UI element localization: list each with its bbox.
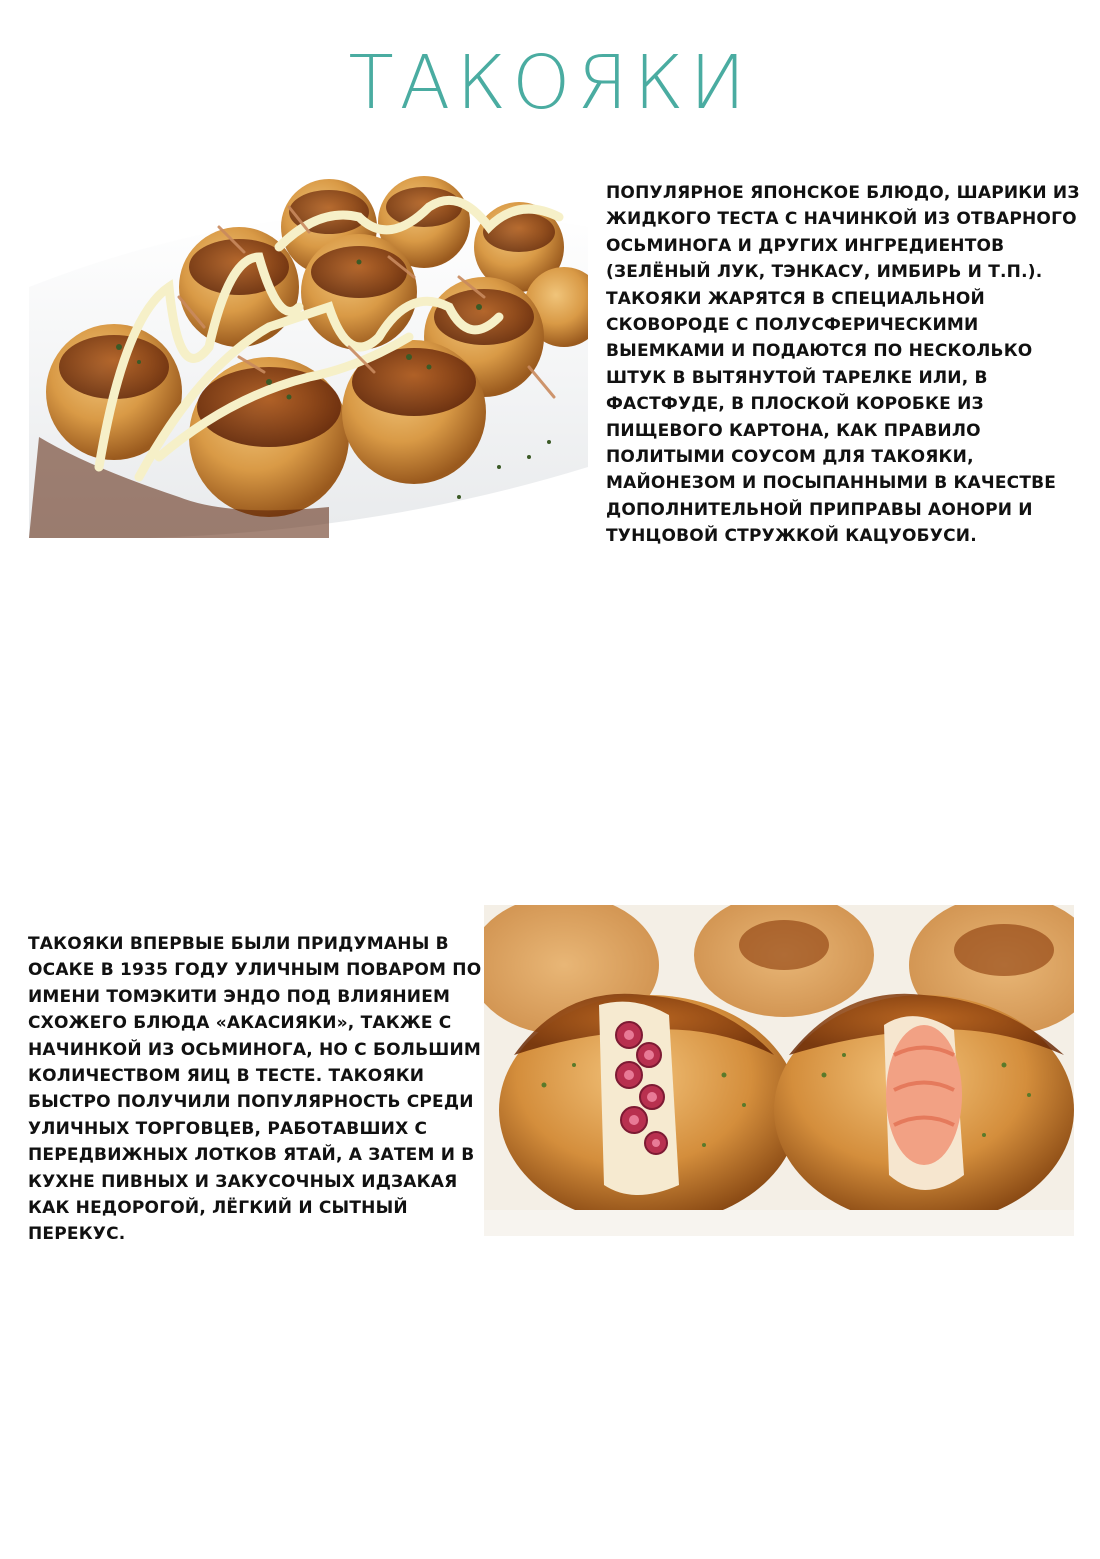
takoyaki-plate-photo (29, 167, 588, 538)
takoyaki-cut-photo (484, 905, 1074, 1236)
history-paragraph: ТАКОЯКИ ВПЕРВЫЕ БЫЛИ ПРИДУМАНЫ В ОСАКЕ В 1935 ГОДУ УЛИЧНЫМ ПОВАРОМ ПО ИМЕНИ ТОМЭКИТИ ЭНДО ПОД ВЛИЯНИЕМ СХОЖЕГО БЛЮДА «АКАСИЯКИ», ТАКЖЕ С НАЧИНКОЙ ИЗ ОСЬМИНОГА, НО С БОЛЬШИМ КОЛИЧЕСТВОМ ЯИЦ В ТЕСТЕ. ТАКОЯКИ БЫСТРО ПОЛУЧИЛИ ПОПУЛЯРНОСТЬ СРЕДИ УЛИЧНЫХ ТОРГОВЦЕВ, РАБОТАВШИХ С ПЕРЕДВИЖНЫХ ЛОТКОВ ЯТАЙ, А ЗАТЕМ И В КУХНЕ ПИВНЫХ И ЗАКУСОЧНЫХ ИДЗАКАЯ КАК НЕДОРОГОЙ, ЛЁГКИЙ И СЫТНЫЙ ПЕРЕКУС. (28, 934, 482, 1245)
intro-paragraph: ПОПУЛЯРНОЕ ЯПОНСКОЕ БЛЮДО, ШАРИКИ ИЗ ЖИДКОГО ТЕСТА С НАЧИНКОЙ ИЗ ОТВАРНОГО ОСЬМИНОГА И ДРУГИХ ИНГРЕДИЕНТОВ (ЗЕЛЁНЫЙ ЛУК, ТЭНКАСУ, ИМБИРЬ И Т.П.). ТАКОЯКИ ЖАРЯТСЯ В СПЕЦИАЛЬНОЙ СКОВОРОДЕ С ПОЛУСФЕРИЧЕСКИМИ ВЫЕМКАМИ И ПОДАЮТСЯ ПО НЕСКОЛЬКО ШТУК В ВЫТЯНУТОЙ ТАРЕЛКЕ ИЛИ, В ФАСТФУДЕ, В ПЛОСКОЙ КОРОБКЕ ИЗ ПИЩЕВОГО КАРТОНА, КАК ПРАВИЛО ПОЛИТЫМИ СОУСОМ ДЛЯ ТАКОЯКИ, МАЙОНЕЗОМ И ПОСЫПАННЫМИ В КАЧЕСТВЕ ДОПОЛНИТЕЛЬНОЙ ПРИПРАВЫ АОНОРИ И ТУНЦОВОЙ СТРУЖКОЙ КАЦУОБУСИ. (606, 183, 1080, 547)
takoyaki-plate-illustration (29, 167, 588, 538)
takoyaki-cut-illustration (484, 905, 1074, 1236)
page-title: ТАКОЯКИ (348, 40, 752, 126)
